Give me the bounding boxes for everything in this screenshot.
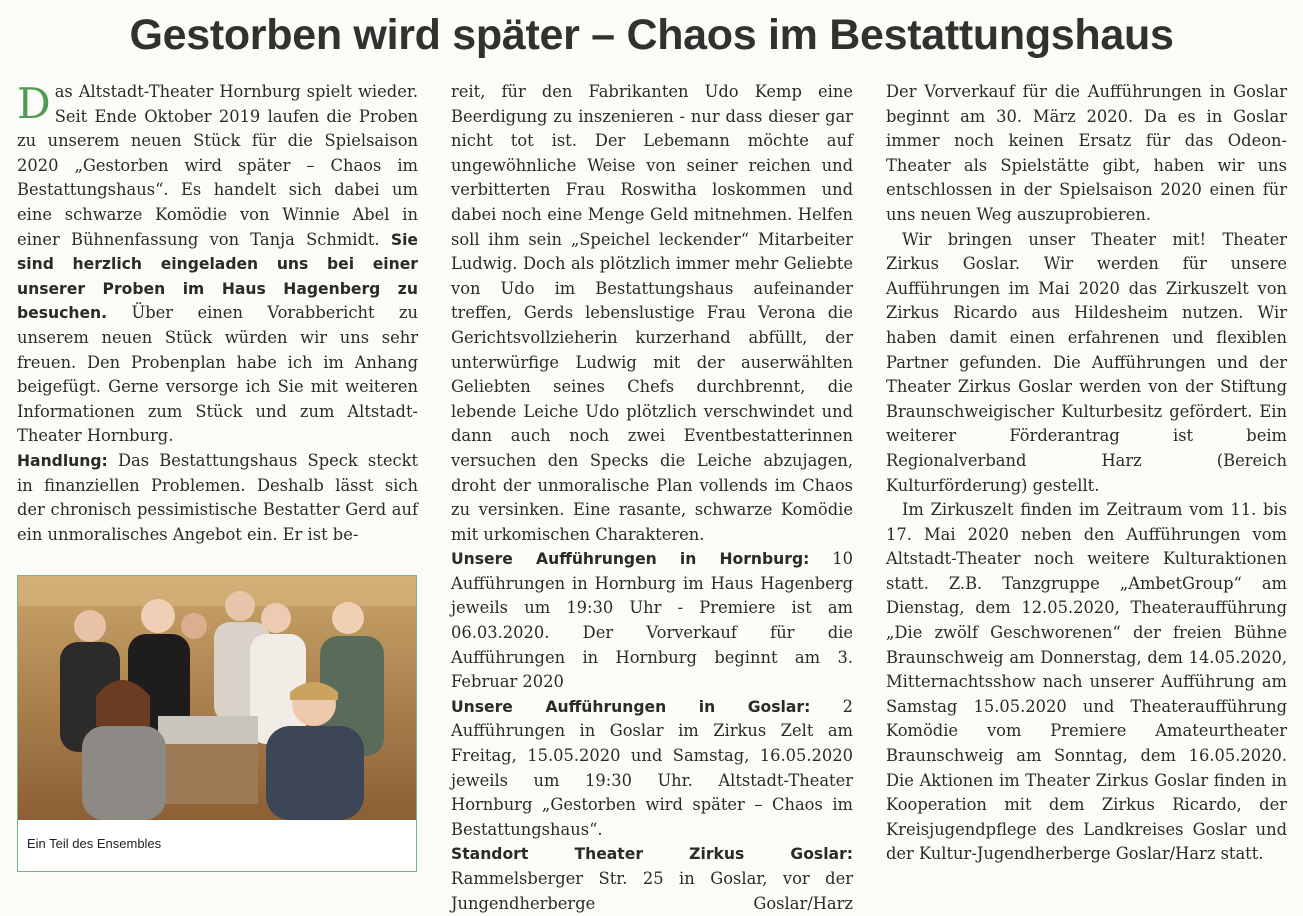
paragraph-hornburg xyxy=(451,547,853,695)
article-column-3 xyxy=(886,80,1287,867)
paragraph-intro xyxy=(17,80,418,449)
bold-label-standort: Standort Theater Zirkus Goslar: xyxy=(451,845,853,864)
paragraph-vorverkauf: Der Vorverkauf für die Aufführungen in Goslar beginnt am 30. März 2020. Da es in Goslar immer noch keinen Ersatz für das Odeon-Theater als Spielstätte gibt, haben wir uns entschlossen in der Spielsaison 2020 einen für uns neuen Weg auszuprobieren. xyxy=(886,82,1287,224)
article-column-2 xyxy=(451,80,853,916)
bold-label-hornburg: Unsere Aufführungen in Hornburg: xyxy=(451,550,810,569)
paragraph-aktionen: Im Zirkuszelt finden im Zeitraum vom 11. bis 17. Mai 2020 neben den Aufführungen vom Altstadt-Theater noch weitere Kulturaktionen statt. Z.B. Tanzgruppe „AmbetGroup“ am Dienstag, dem 12.05.2020, Theateraufführung „Die zwölf Geschworenen“ der freien Bühne Braunschweig am Donnerstag, dem 14.05.2020, Mitternachtsshow nach unserer Aufführung am Samstag 15.05.2020 und Theateraufführung Komödie vom Premiere Amateurtheater Braunschweig am Sonntag, dem 16.05.2020. Die Aktionen im Theater Zirkus Goslar finden in Kooperation mit dem Zirkus Ricardo, der Kreisjugendpflege des Landkreises Goslar und der Kultur-Jugendherberge Goslar/Harz statt. xyxy=(886,500,1287,864)
text-span: Das Bestattungshaus Speck steckt in finanziellen Problemen. Deshalb lässt sich der chronisch pessimistische Bestatter Gerd auf ein unmoralisches Angebot ein. Er ist be- xyxy=(17,450,418,544)
drop-cap: D xyxy=(17,79,51,128)
ensemble-photo-icon xyxy=(18,576,416,820)
bold-invitation: Sie sind herzlich eingeladen uns bei einer unserer Proben im Haus Hagenberg zu besuchen. xyxy=(17,230,418,323)
paragraph-zirkus: Wir bringen unser Theater mit! Theater Zirkus Goslar. Wir werden für unsere Aufführungen im Mai 2020 das Zirkuszelt von Zirkus Ricardo aus Hildesheim nutzen. Wir haben damit einen erfahrenen und flexiblen Partner gefunden. Die Aufführungen und der Theater Zirkus Goslar werden von der Stiftung Braunschweigischer Kulturbesitz gefördert. Ein weiterer Förderantrag ist beim Regionalverband Harz (Bereich Kulturförderung) gestellt. xyxy=(886,229,1287,495)
photo-caption: Ein Teil des Ensembles xyxy=(27,836,162,851)
bold-label-goslar: Unsere Aufführungen in Goslar: xyxy=(451,697,811,716)
paragraph-goslar xyxy=(451,695,853,843)
bold-label-handlung: Handlung: xyxy=(17,451,108,470)
paragraph-story: reit, für den Fabrikanten Udo Kemp eine Beerdigung zu inszenieren - nur dass dieser gar nicht tot ist. Der Lebemann möchte auf ungewöhnliche Weise von seiner reichen und verbitterten Frau Roswitha loskommen und dabei noch eine Menge Geld mitnehmen. Helfen soll ihm sein „Speichel leckender“ Mitarbeiter Ludwig. Doch als plötzlich immer mehr Geliebte von Udo im Bestattungshaus aufeinander treffen, Gerds lebenslustige Frau Verona die Gerichtsvollzieherin kurzerhand abfüllt, der unterwürfige Ludwig mit der auserwählten Geliebten seines Chefs durchbrennt, die lebende Leiche Udo plötzlich verschwindet und dann auch noch zwei Eventbestatterinnen versuchen den Specks die Leiche abzujagen, droht der unmoralische Plan vollends im Chaos zu versinken. Eine rasante, schwarze Komödie mit urkomischen Charakteren. xyxy=(451,82,853,544)
article-column-1 xyxy=(17,80,418,547)
text-span: as Altstadt-Theater Hornburg spielt wieder. Seit Ende Oktober 2019 laufen die Proben zu unserem neuen Stück für die Spielsaison 2020 „Gestorben wird später – Chaos im Bestattungshaus“. Es handelt sich dabei um eine schwarze Komödie von Winnie Abel in einer Bühnenfassung von Tanja Schmidt. xyxy=(17,82,418,249)
headline: Gestorben wird später – Chaos im Bestattungshaus xyxy=(129,11,1174,59)
text-span: 10 Aufführungen in Hornburg im Haus Hagenberg jeweils um 19:30 Uhr - Premiere ist am 06.03.2020. Der Vorverkauf für die Aufführungen in Hornburg beginnt am 3. Februar 2020 xyxy=(451,549,853,692)
paragraph-standort xyxy=(451,842,853,916)
text-span: Über einen Vorabbericht zu unserem neuen Stück würden wir uns sehr freuen. Den Probenplan habe ich im Anhang beigefügt. Gerne versorge ich Sie mit weiteren Informationen zum Stück und zum Altstadt-Theater Hornburg. xyxy=(17,303,418,446)
photo-frame xyxy=(17,575,417,872)
ensemble-photo xyxy=(18,576,416,820)
text-span: 2 Aufführungen in Goslar im Zirkus Zelt am Freitag, 15.05.2020 und Samstag, 16.05.2020 jeweils um 19:30 Uhr. Altstadt-Theater Hornburg „Gestorben wird später – Chaos im Bestattungshaus“. xyxy=(451,696,853,839)
paragraph-handlung xyxy=(17,449,418,547)
text-span: Rammelsberger Str. 25 in Goslar, vor der Jungendherberge Goslar/Harz xyxy=(451,869,853,913)
